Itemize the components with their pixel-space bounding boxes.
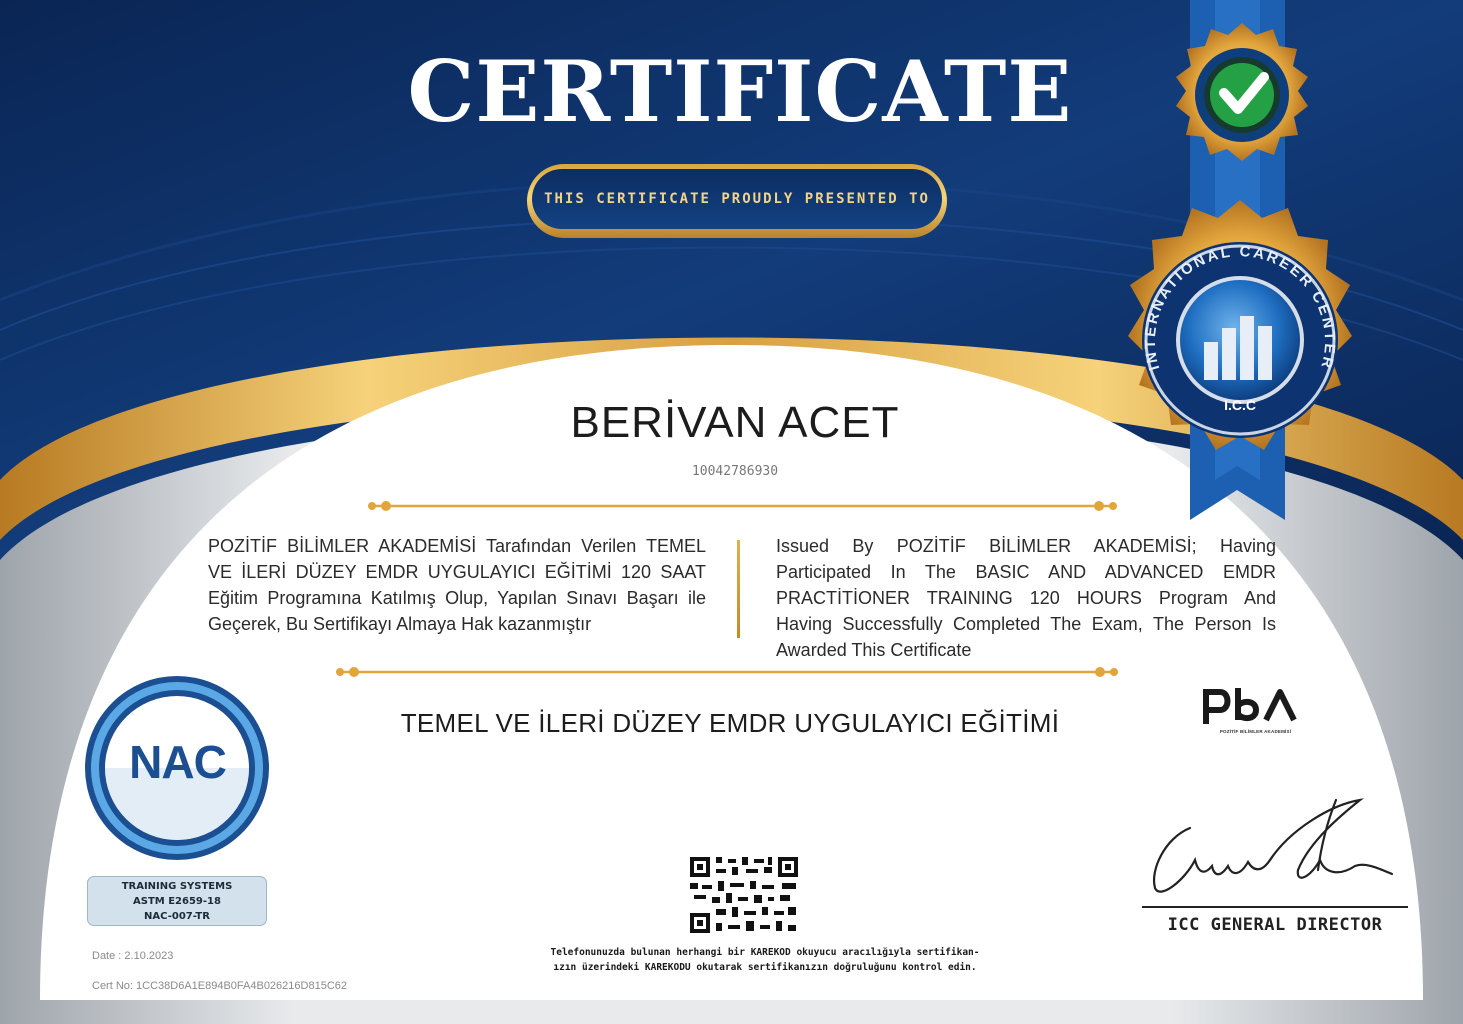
director-title: ICC GENERAL DIRECTOR — [1167, 915, 1383, 935]
pba-logo — [1198, 680, 1313, 746]
nac-logo-text: NAC — [129, 736, 226, 788]
icc-ring-text: INTERNATIONAL CAREER CENTER — [1141, 243, 1339, 373]
qr-note-line2: ızın üzerindeki KAREKODU okutarak sertifikanızın doğruluğunu kontrol edin. — [553, 962, 977, 973]
issue-date: Date : 2.10.2023 — [92, 950, 174, 962]
recipient-id: 10042786930 — [691, 464, 779, 479]
training-systems-box — [87, 876, 267, 926]
signature-line — [1142, 906, 1408, 908]
pba-subtitle: POZİTİF BİLİMLER AKADEMİSİ — [1219, 729, 1292, 734]
icc-initials: I.C.C — [1224, 397, 1256, 413]
training-systems-line1: TRAINING SYSTEMS — [121, 881, 233, 892]
qr-note-line1: Telefonunuzda bulunan herhangi bir KAREKOD okuyucu aracılığıyla sertifikan- — [550, 947, 980, 958]
course-title: TEMEL VE İLERİ DÜZEY EMDR UYGULAYICI EĞİTİMİ — [400, 708, 1060, 738]
recipient-name: BERİVAN ACET — [570, 398, 900, 447]
vertical-divider — [737, 540, 740, 638]
certificate-title: CERTIFICATE — [407, 42, 1073, 141]
svg-text:INTERNATIONAL CAREER CENTER — [1142, 243, 1338, 372]
certificate-text-english: Issued By POZİTİF BİLİMLER AKADEMİSİ; Having Participated In The BASIC AND ADVANCED EMDR PRACTİTİONER TRAINING 120 HOURS Program And Having Successfully Completed The Exam, The Person Is Awarded This Certificate — [776, 536, 1276, 660]
training-systems-line2: ASTM E2659-18 — [133, 896, 221, 907]
training-systems-line3: NAC-007-TR — [144, 911, 210, 922]
qr-verification-note — [480, 945, 1050, 975]
certificate-text-turkish: POZİTİF BİLİMLER AKADEMİSİ Tarafından Verilen TEMEL VE İLERİ DÜZEY EMDR UYGULAYICI EĞİTİMİ 120 SAAT Eğitim Programına Katılmış Olup, Yapılan Sınavı Başarı ile Geçerek, Bu Sertifikayı Almaya Hak kazanmıştır — [208, 536, 706, 634]
cert-number: Cert No: 1CC38D6A1E894B0FA4B026216D815C62 — [92, 980, 347, 992]
presented-to-text: THIS CERTIFICATE PROUDLY PRESENTED TO — [544, 191, 930, 207]
presented-to-banner — [527, 164, 947, 238]
qr-code — [688, 855, 800, 935]
icc-seal-ring-text — [1112, 212, 1368, 468]
